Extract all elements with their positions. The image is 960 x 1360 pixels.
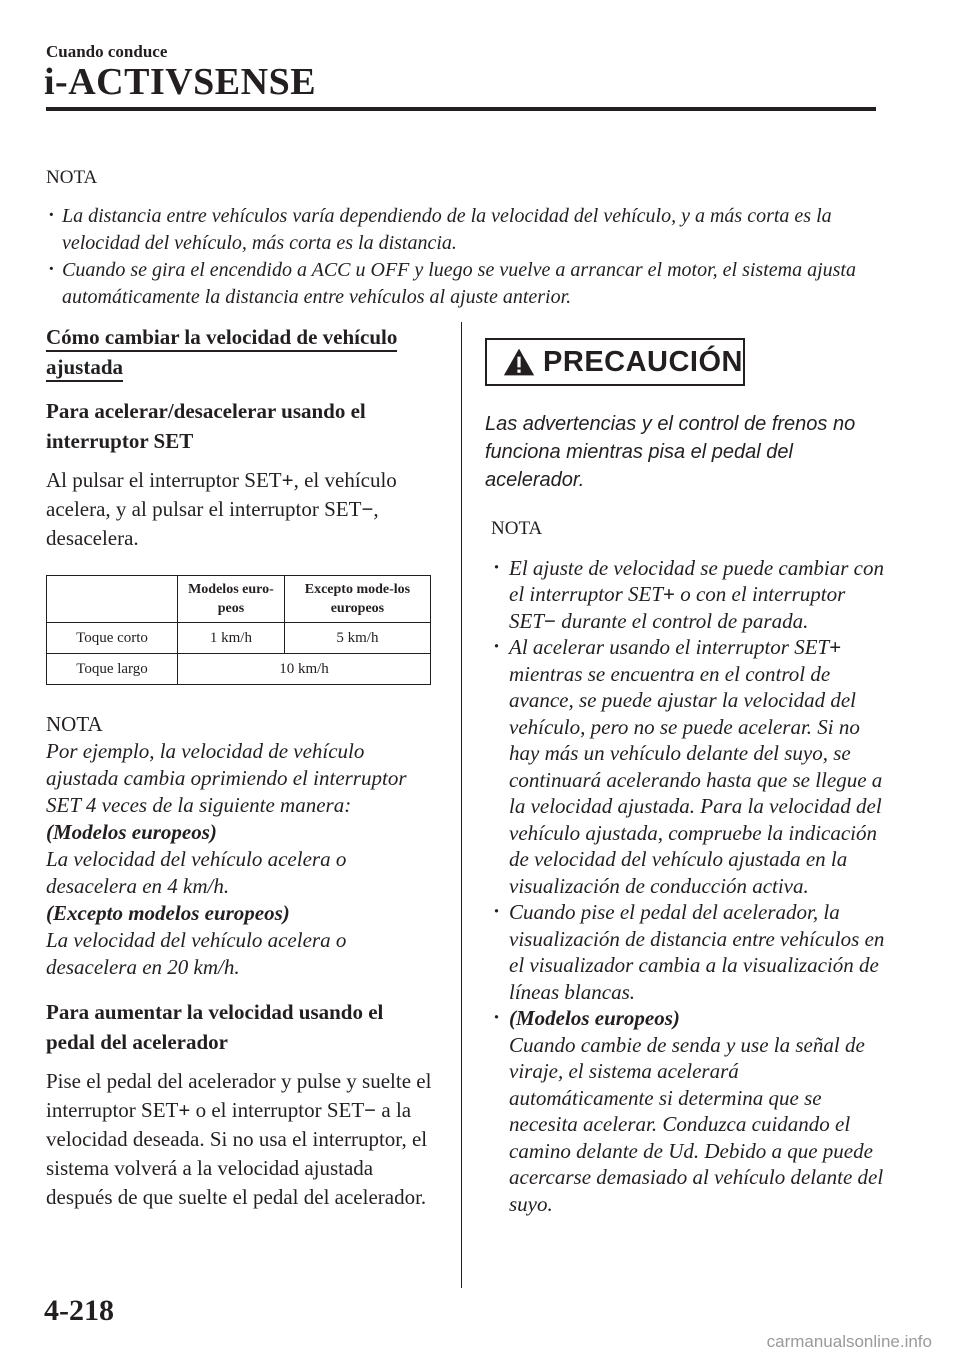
right-note-label: NOTA: [491, 518, 543, 539]
text-span: durante el control de parada.: [555, 608, 809, 633]
table-header-row: [47, 576, 431, 623]
table-cell: 1 km/h: [178, 623, 285, 654]
text-span: o el interruptor SET: [190, 1098, 365, 1122]
plus-symbol: +: [281, 468, 294, 492]
accelerator-paragraph: [46, 1067, 436, 1212]
top-note-label: NOTA: [46, 167, 98, 188]
header-rule: [46, 107, 876, 111]
text-span: El ajuste de velocidad se puede cambiar con el interruptor SET: [509, 555, 884, 606]
table-row: [47, 623, 431, 654]
speed-note: [46, 711, 436, 981]
text-span: Al acelerar usando el interruptor SET: [509, 635, 830, 659]
right-note: [485, 516, 885, 1217]
list-item: [491, 555, 885, 635]
text-span: Cuando cambie de senda y use la señal de viraje, el sistema acelerará automáticamente si determina que se necesita acelerar. Conduzca cuidando el camino delante de Ud. Debido a que puede acercarse demasiado al vehículo delante del suyo.: [509, 1032, 884, 1216]
speed-note-other-label: (Excepto modelos europeos): [46, 901, 290, 925]
speed-note-text: Por ejemplo, la velocidad de vehículo ajustada cambia oprimiendo el interruptor SET 4 veces de la siguiente manera:: [46, 739, 407, 817]
speed-note-eu-label: (Modelos europeos): [46, 820, 217, 844]
table-cell: Toque corto: [47, 623, 178, 654]
section-title: [46, 322, 436, 382]
text-span: Al pulsar el interruptor SET: [46, 468, 282, 492]
header-section: Cuando conduce: [46, 42, 168, 61]
minus-symbol: −: [361, 497, 374, 521]
caution-text: Las advertencias y el control de frenos no funciona mientras pisa el pedal del acelerador.: [485, 413, 856, 491]
text-span: , el vehículo acelera, y al pulsar el interruptor SET: [46, 468, 397, 521]
list-item: · Cuando pise el pedal del acelerador, la visualización de distancia entre vehículos en el visualizador cambia a la visualización de líneas blancas.: [491, 899, 885, 1005]
speed-increment-table: [46, 575, 431, 685]
section-title-line-1: Cómo cambiar la velocidad de vehículo: [46, 325, 397, 352]
left-column: [46, 322, 436, 1212]
table-cell: 10 km/h: [178, 654, 431, 685]
list-item: [491, 634, 885, 899]
page-title: i-ACTIVSENSE: [44, 61, 317, 103]
top-note-item: · La distancia entre vehículos varía dependiendo de la velocidad del vehículo, y a más corta es la velocidad del vehículo, más corta es la distancia.: [46, 203, 866, 257]
plus-symbol: +: [178, 1098, 191, 1122]
minus-symbol: −: [544, 608, 556, 633]
table-row: [47, 654, 431, 685]
section-title-line-2: ajustada: [46, 355, 123, 382]
column-divider: [461, 322, 462, 1288]
warning-triangle-icon: [503, 346, 535, 378]
table-cell: 5 km/h: [284, 623, 430, 654]
page-number: 4-218: [44, 1294, 114, 1327]
minus-symbol: −: [364, 1098, 377, 1122]
table-cell: Toque largo: [47, 654, 178, 685]
plus-symbol: +: [829, 635, 842, 659]
text-span: a la velocidad deseada. Si no usa el interruptor, el sistema volverá a la velocidad ajustada después de que suelte el pedal del acelerador.: [46, 1098, 428, 1209]
speed-note-eu-text: La velocidad del vehículo acelera o desacelera en 4 km/h.: [46, 847, 347, 898]
list-item: [491, 1005, 885, 1217]
speed-note-other-text: La velocidad del vehículo acelera o desacelera en 20 km/h.: [46, 928, 347, 979]
subsection-title-accelerator: Para aumentar la velocidad usando el pedal del acelerador: [46, 1000, 384, 1054]
text-span: Pise el pedal del acelerador y pulse y suelte el interruptor SET: [46, 1069, 432, 1122]
top-note: [46, 164, 866, 311]
speed-note-label: NOTA: [46, 712, 103, 736]
table-header-cell: [47, 576, 178, 623]
table-header-cell: Modelos euro-peos: [178, 576, 285, 623]
right-column: [485, 338, 885, 1217]
text-span: o con el interruptor SET: [509, 582, 846, 633]
subsection-title-set-switch: Para acelerar/desacelerar usando el interruptor SET: [46, 399, 366, 453]
caution-box: [485, 338, 745, 386]
text-span: , desacelera.: [46, 497, 379, 550]
list-item-label: (Modelos europeos): [509, 1006, 680, 1030]
set-switch-paragraph: [46, 466, 436, 553]
watermark: carmanualsonline.info: [766, 1332, 932, 1351]
plus-symbol: +: [663, 582, 675, 606]
text-span: mientras se encuentra en el control de avance, se puede ajustar la velocidad del vehículo, pero no se puede acelerar. Si no hay más un vehículo delante del suyo, se continuará acelerando hasta que se llegue a la velocidad ajustada. Para la velocidad del vehículo ajustada, compruebe la indicación de velocidad del vehículo ajustada en la visualización de conducción activa.: [509, 661, 883, 898]
caution-label: PRECAUCIÓN: [543, 345, 743, 378]
table-header-cell: Excepto mode-los europeos: [284, 576, 430, 623]
top-note-item: · Cuando se gira el encendido a ACC u OFF y luego se vuelve a arrancar el motor, el sistema ajusta automáticamente la distancia entre vehículos al ajuste anterior.: [46, 257, 866, 311]
